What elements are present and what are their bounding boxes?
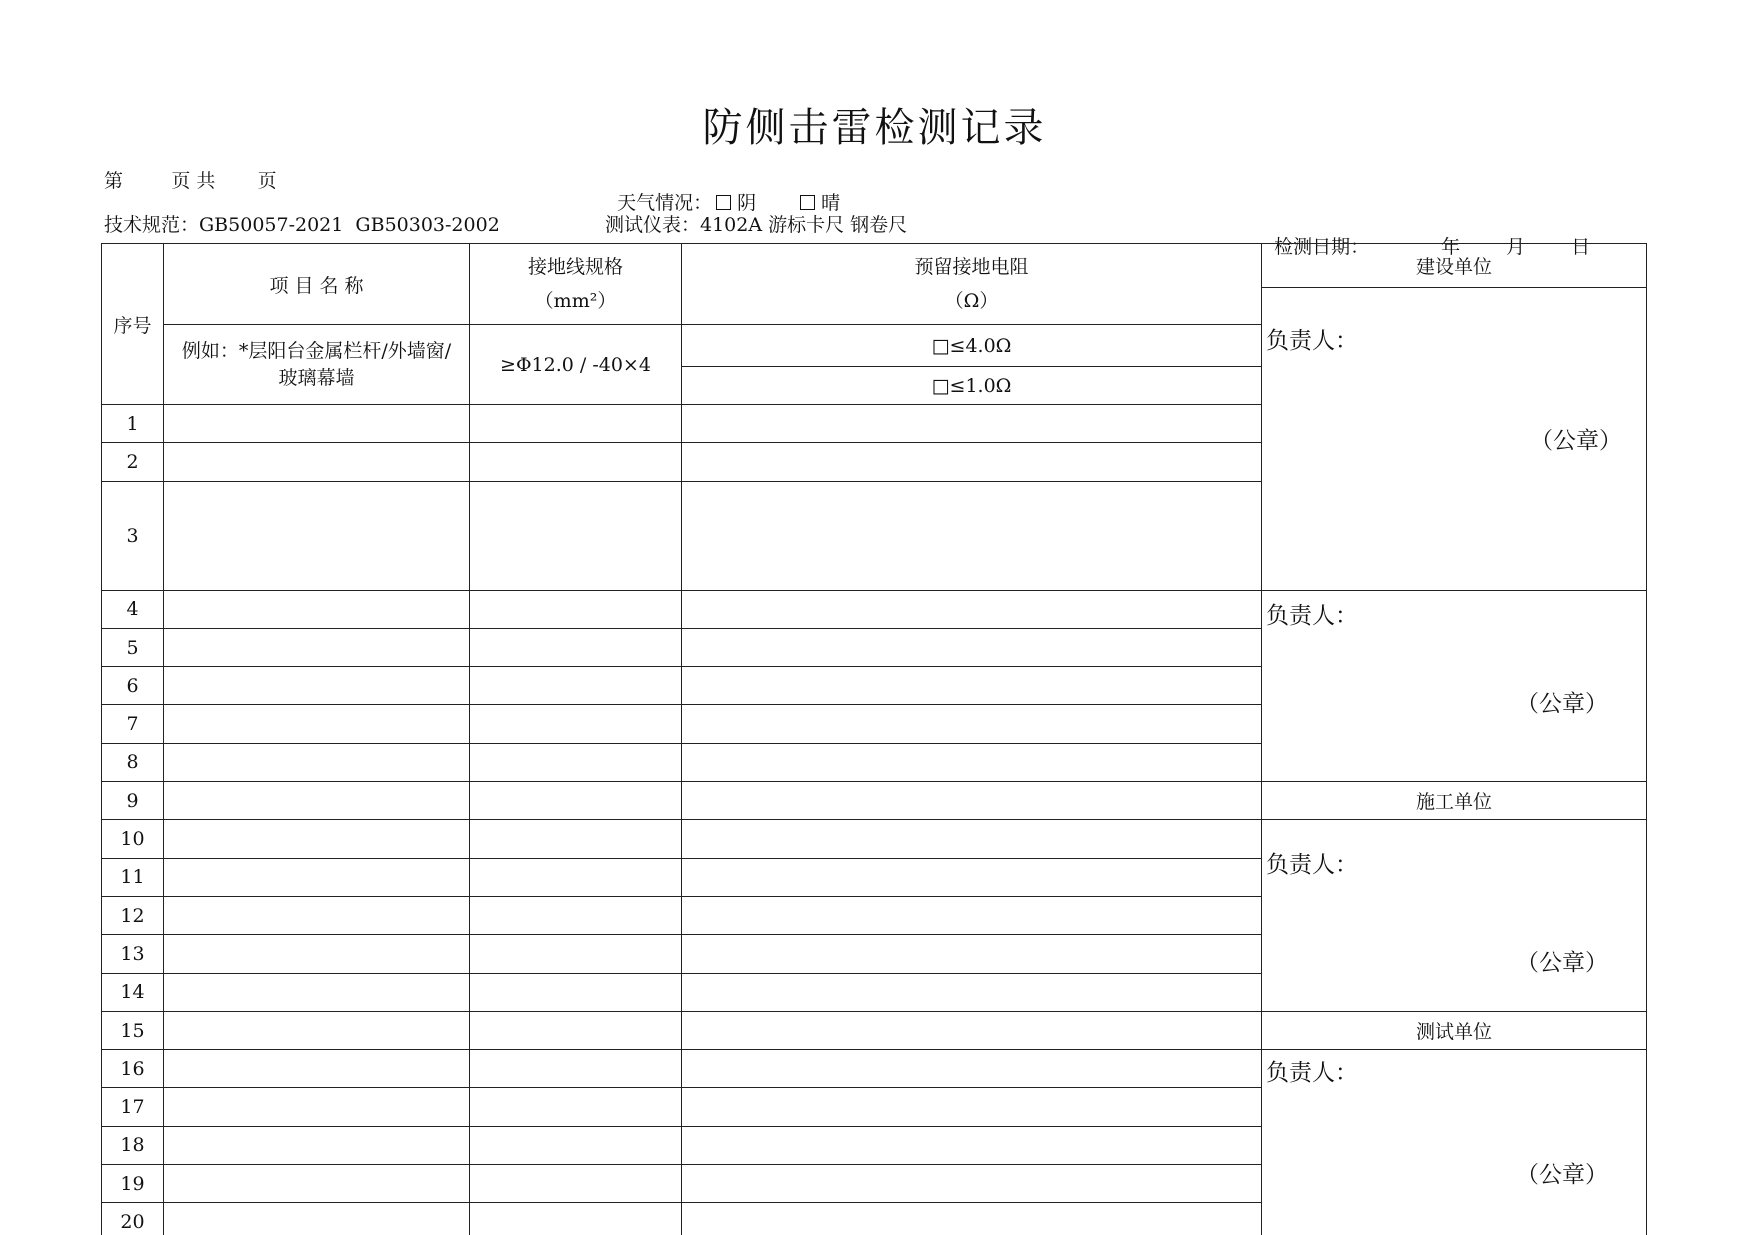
row-resistance-cell[interactable] bbox=[682, 628, 1262, 666]
row-seq: 14 bbox=[102, 973, 164, 1011]
unit-builder-title: 施工单位 bbox=[1262, 782, 1647, 820]
row-spec-cell[interactable] bbox=[470, 667, 682, 705]
row-spec-cell[interactable] bbox=[470, 858, 682, 896]
page-info: 第 页 共 页 bbox=[104, 170, 277, 192]
row-item-name-cell[interactable] bbox=[164, 481, 470, 590]
row-spec-cell[interactable] bbox=[470, 1011, 682, 1049]
row-resistance-cell[interactable] bbox=[682, 405, 1262, 443]
weather-option-sunny: 晴 bbox=[821, 192, 841, 214]
unit-builder-responsible: 负责人： bbox=[1266, 852, 1358, 879]
row-resistance-cell[interactable] bbox=[682, 935, 1262, 973]
row-item-name-cell[interactable] bbox=[164, 667, 470, 705]
row-item-name-cell[interactable] bbox=[164, 1203, 470, 1235]
table-row bbox=[102, 1050, 1647, 1088]
row-spec-cell[interactable] bbox=[470, 896, 682, 934]
row-resistance-cell[interactable] bbox=[682, 1088, 1262, 1126]
example-name-line1: 例如：*层阳台金属栏杆/外墙窗/ bbox=[181, 339, 452, 362]
row-spec-cell[interactable] bbox=[470, 820, 682, 858]
table-row bbox=[102, 590, 1647, 628]
row-resistance-cell[interactable] bbox=[682, 973, 1262, 1011]
resistance-unit: （Ω） bbox=[944, 290, 999, 312]
unit-supervision-responsible: 负责人： bbox=[1266, 602, 1358, 629]
row-seq: 3 bbox=[102, 481, 164, 590]
row-resistance-cell[interactable] bbox=[682, 782, 1262, 820]
conductor-spec-label: 接地线规格 bbox=[527, 256, 623, 278]
row-item-name-cell[interactable] bbox=[164, 743, 470, 781]
row-spec-cell[interactable] bbox=[470, 481, 682, 590]
unit-construction-responsible: 负责人： bbox=[1266, 328, 1358, 354]
row-seq: 12 bbox=[102, 896, 164, 934]
row-seq: 18 bbox=[102, 1126, 164, 1164]
weather-cloudy-checkbox[interactable] bbox=[716, 195, 731, 210]
example-resistance-2: □≤1.0Ω bbox=[682, 367, 1262, 405]
row-spec-cell[interactable] bbox=[470, 1088, 682, 1126]
row-resistance-cell[interactable] bbox=[682, 1126, 1262, 1164]
unit-testing-title: 测试单位 bbox=[1262, 1011, 1647, 1049]
inspection-table bbox=[101, 243, 1647, 1235]
row-resistance-cell[interactable] bbox=[682, 590, 1262, 628]
row-item-name-cell[interactable] bbox=[164, 443, 470, 481]
row-item-name-cell[interactable] bbox=[164, 1165, 470, 1203]
row-resistance-cell[interactable] bbox=[682, 1050, 1262, 1088]
row-spec-cell[interactable] bbox=[470, 1165, 682, 1203]
date-label: 检测日期： bbox=[1274, 236, 1370, 258]
header-row bbox=[102, 244, 1647, 288]
weather-info bbox=[605, 166, 840, 215]
row-seq: 2 bbox=[102, 443, 164, 481]
document-title: 防侧击雷检测记录 bbox=[702, 105, 1047, 151]
conductor-spec-unit: （mm²） bbox=[534, 290, 617, 312]
row-item-name-cell[interactable] bbox=[164, 973, 470, 1011]
unit-builder-seal: （公章） bbox=[1516, 950, 1608, 977]
row-spec-cell[interactable] bbox=[470, 782, 682, 820]
row-item-name-cell[interactable] bbox=[164, 628, 470, 666]
row-item-name-cell[interactable] bbox=[164, 1011, 470, 1049]
row-item-name-cell[interactable] bbox=[164, 705, 470, 743]
row-spec-cell[interactable] bbox=[470, 405, 682, 443]
unit-testing-seal: （公章） bbox=[1516, 1162, 1608, 1189]
row-seq: 15 bbox=[102, 1011, 164, 1049]
date-day: 日 bbox=[1571, 236, 1591, 258]
row-item-name-cell[interactable] bbox=[164, 896, 470, 934]
row-seq: 11 bbox=[102, 858, 164, 896]
row-seq: 17 bbox=[102, 1088, 164, 1126]
unit-construction-box bbox=[1262, 288, 1647, 591]
instruments-info: 测试仪表：4102A 游标卡尺 钢卷尺 bbox=[605, 214, 908, 236]
row-seq: 19 bbox=[102, 1165, 164, 1203]
unit-supervision-seal: （公章） bbox=[1516, 690, 1608, 717]
row-spec-cell[interactable] bbox=[470, 1126, 682, 1164]
row-item-name-cell[interactable] bbox=[164, 782, 470, 820]
table-row bbox=[102, 820, 1647, 858]
weather-sunny-checkbox[interactable] bbox=[800, 195, 815, 210]
unit-construction-seal: （公章） bbox=[1530, 428, 1622, 454]
row-seq: 8 bbox=[102, 743, 164, 781]
row-resistance-cell[interactable] bbox=[682, 481, 1262, 590]
row-resistance-cell[interactable] bbox=[682, 1203, 1262, 1235]
row-seq: 4 bbox=[102, 590, 164, 628]
unit-testing-box bbox=[1262, 1050, 1647, 1235]
unit-testing-responsible: 负责人： bbox=[1266, 1060, 1358, 1087]
row-item-name-cell[interactable] bbox=[164, 935, 470, 973]
row-resistance-cell[interactable] bbox=[682, 896, 1262, 934]
row-resistance-cell[interactable] bbox=[682, 858, 1262, 896]
row-seq: 20 bbox=[102, 1203, 164, 1235]
row-seq: 1 bbox=[102, 405, 164, 443]
row-item-name-cell[interactable] bbox=[164, 405, 470, 443]
row-spec-cell[interactable] bbox=[470, 628, 682, 666]
unit-construction-title: 建设单位 bbox=[1262, 244, 1647, 288]
unit-builder-box bbox=[1262, 820, 1647, 1011]
row-seq: 6 bbox=[102, 667, 164, 705]
row-item-name-cell[interactable] bbox=[164, 1126, 470, 1164]
standards-info: 技术规范：GB50057-2021 GB50303-2002 bbox=[104, 214, 500, 236]
row-seq: 9 bbox=[102, 782, 164, 820]
row-spec-cell[interactable] bbox=[470, 590, 682, 628]
row-resistance-cell[interactable] bbox=[682, 820, 1262, 858]
row-seq: 13 bbox=[102, 935, 164, 973]
row-seq: 5 bbox=[102, 628, 164, 666]
row-resistance-cell[interactable] bbox=[682, 667, 1262, 705]
row-item-name-cell[interactable] bbox=[164, 820, 470, 858]
row-seq: 10 bbox=[102, 820, 164, 858]
weather-option-cloudy: 阴 bbox=[737, 192, 757, 214]
row-resistance-cell[interactable] bbox=[682, 1165, 1262, 1203]
row-item-name-cell[interactable] bbox=[164, 590, 470, 628]
row-resistance-cell[interactable] bbox=[682, 705, 1262, 743]
table-row bbox=[102, 782, 1647, 820]
row-resistance-cell[interactable] bbox=[682, 743, 1262, 781]
row-resistance-cell[interactable] bbox=[682, 443, 1262, 481]
item-name-header: 项 目 名 称 bbox=[164, 244, 470, 325]
row-seq: 7 bbox=[102, 705, 164, 743]
row-spec-cell[interactable] bbox=[470, 1203, 682, 1235]
example-name bbox=[164, 325, 470, 405]
row-spec-cell[interactable] bbox=[470, 973, 682, 1011]
row-item-name-cell[interactable] bbox=[164, 1088, 470, 1126]
resistance-header bbox=[682, 244, 1262, 325]
row-spec-cell[interactable] bbox=[470, 935, 682, 973]
row-item-name-cell[interactable] bbox=[164, 858, 470, 896]
row-resistance-cell[interactable] bbox=[682, 1011, 1262, 1049]
example-spec: ≥Φ12.0 / -40×4 bbox=[470, 325, 682, 405]
weather-label: 天气情况： bbox=[617, 192, 713, 214]
seq-header: 序号 bbox=[102, 244, 164, 405]
row-item-name-cell[interactable] bbox=[164, 1050, 470, 1088]
row-spec-cell[interactable] bbox=[470, 743, 682, 781]
unit-supervision-box bbox=[1262, 590, 1647, 781]
resistance-label: 预留接地电阻 bbox=[914, 256, 1029, 278]
row-spec-cell[interactable] bbox=[470, 705, 682, 743]
table-row bbox=[102, 1011, 1647, 1049]
example-name-line2: 玻璃幕墙 bbox=[278, 366, 355, 389]
row-spec-cell[interactable] bbox=[470, 443, 682, 481]
date-month: 月 bbox=[1506, 236, 1526, 258]
example-resistance-1: □≤4.0Ω bbox=[682, 325, 1262, 367]
conductor-spec-header bbox=[470, 244, 682, 325]
row-spec-cell[interactable] bbox=[470, 1050, 682, 1088]
row-seq: 16 bbox=[102, 1050, 164, 1088]
date-year: 年 bbox=[1441, 236, 1461, 258]
